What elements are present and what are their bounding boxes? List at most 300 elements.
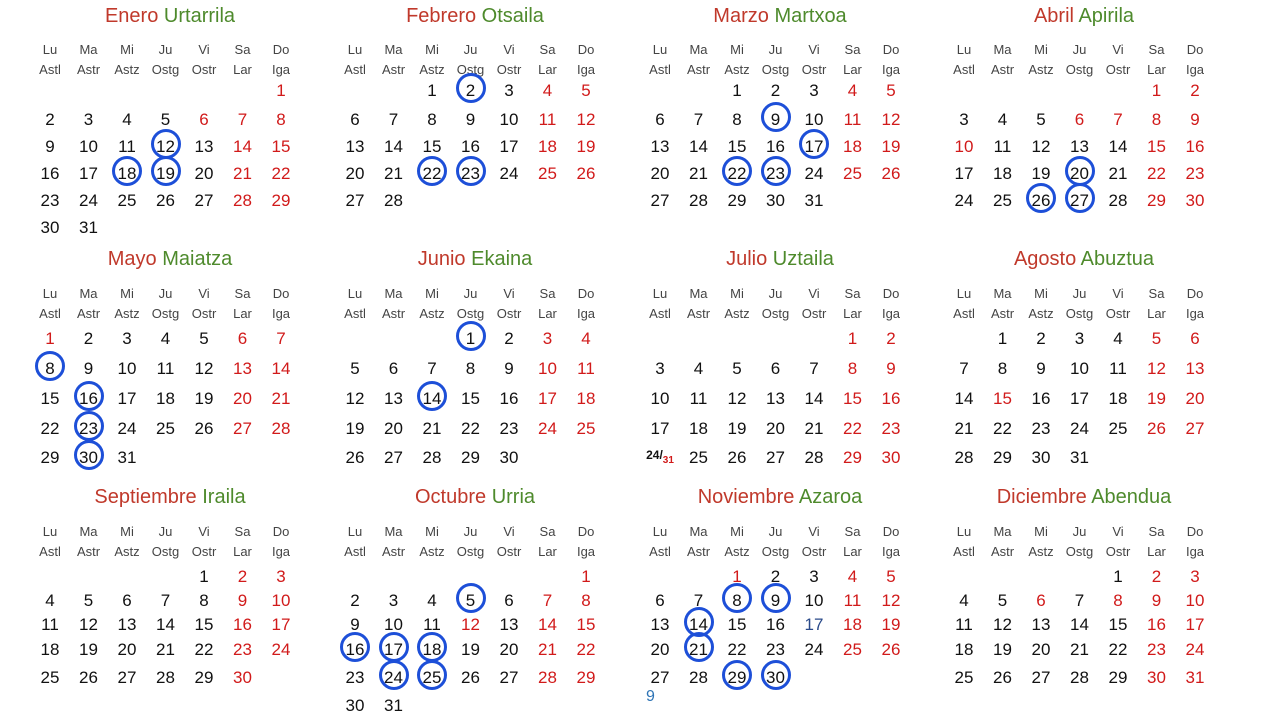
weekday-header: Astr [381, 62, 406, 77]
day-cell: 16 [1185, 137, 1205, 156]
day-cell: 13 [650, 137, 670, 156]
weekday-header: Vi [1112, 42, 1124, 57]
month-name-basque: Azaroa [798, 486, 863, 508]
day-cell: 20 [766, 419, 785, 438]
weekday-header: Do [272, 524, 290, 539]
day-cell: 17 [79, 164, 98, 183]
day-cell: 16 [40, 164, 60, 183]
day-cell: 17 [1185, 615, 1205, 634]
weekday-header: Ma [384, 286, 403, 301]
day-cell: 27 [650, 191, 670, 210]
weekday-header: Astr [686, 306, 711, 321]
day-cell: 18 [1108, 389, 1128, 408]
day-cell: 19 [727, 419, 747, 438]
weekday-header: Lar [538, 544, 557, 559]
day-cell: 28 [954, 448, 974, 467]
day-cell: 28 [1070, 668, 1089, 687]
day-cell: 7 [388, 110, 399, 129]
month-name-spanish: Julio [726, 248, 768, 270]
day-cell: 11 [156, 359, 175, 378]
day-cell: 21 [156, 640, 175, 659]
weekday-header: Astr [76, 544, 101, 559]
weekday-header: Ostg [761, 62, 790, 77]
day-cell: 1 [997, 329, 1008, 348]
day-cell: 28 [233, 191, 252, 210]
day-cell: 4 [997, 110, 1008, 129]
day-cell: 1 [1113, 567, 1123, 586]
day-cell: 9 [761, 102, 791, 132]
day-cell: 10 [954, 137, 974, 156]
weekday-header: Lu [42, 286, 58, 301]
weekday-header: Iga [271, 62, 291, 77]
weekday-header: Ostg [1065, 544, 1094, 559]
weekday-header: Ostr [496, 62, 522, 77]
weekday-header: Do [272, 42, 290, 57]
weekday-header: Ostr [191, 62, 217, 77]
weekday-header: Mi [425, 286, 439, 301]
day-cell: 5 [581, 81, 591, 100]
weekday-header: Ju [463, 524, 478, 539]
day-cell: 14 [689, 137, 708, 156]
day-cell: 14 [538, 615, 557, 634]
day-cell: 14 [954, 389, 974, 408]
day-cell: 15 [271, 137, 291, 156]
day-cell: 20 [650, 164, 670, 183]
day-cell: 23 [40, 191, 60, 210]
weekday-header: Ju [158, 524, 173, 539]
day-cell: 12 [1147, 359, 1166, 378]
weekday-header: Iga [1185, 306, 1205, 321]
weekday-header: Lar [538, 306, 557, 321]
day-cell: 5 [997, 591, 1008, 610]
day-cell: 11 [118, 137, 136, 156]
day-cell: 9 [886, 359, 896, 378]
weekday-header: Ju [1072, 524, 1087, 539]
day-cell: 19 [194, 389, 214, 408]
day-cell: 17 [650, 419, 670, 438]
weekday-header: Mi [730, 42, 744, 57]
day-cell: 21 [684, 632, 714, 662]
day-cell: 25 [417, 660, 447, 690]
day-cell: 15 [1147, 137, 1166, 156]
day-cell: 4 [160, 329, 171, 348]
day-cell: 24 [271, 640, 291, 659]
day-cell: 29 [993, 448, 1012, 467]
day-cell: 10 [271, 591, 291, 610]
day-cell: 26 [156, 191, 175, 210]
day-cell: 20 [499, 640, 519, 659]
weekday-header: Do [882, 42, 900, 57]
day-cell: 2 [770, 567, 781, 586]
day-cell: 9 [1036, 359, 1046, 378]
day-cell: 30 [761, 660, 791, 690]
day-cell: 10 [117, 359, 137, 378]
day-cell: 6 [655, 591, 665, 610]
weekday-header: Iga [1185, 62, 1205, 77]
page-number: 9 [646, 688, 655, 705]
day-cell: 11 [955, 615, 973, 634]
day-cell: 12 [576, 110, 596, 129]
day-cell: 1 [45, 329, 55, 348]
day-cell: 23 [345, 668, 365, 687]
day-cell: 5 [886, 567, 896, 586]
day-cell: 6 [1036, 591, 1046, 610]
day-cell: 30 [345, 696, 365, 715]
weekday-header: Ma [993, 524, 1012, 539]
day-cell: 3 [276, 567, 286, 586]
month-name-spanish: Septiembre [94, 486, 197, 508]
day-cell: 9 [83, 359, 94, 378]
day-cell: 13 [1185, 359, 1205, 378]
day-cell: 12 [881, 110, 901, 129]
weekday-header: Ma [689, 524, 708, 539]
weekday-header: Astz [419, 306, 445, 321]
day-cell: 10 [499, 110, 519, 129]
weekday-header: Mi [1034, 286, 1048, 301]
day-cell: 13 [233, 359, 252, 378]
day-cell: 19 [881, 137, 901, 156]
day-cell: 22 [461, 419, 480, 438]
day-cell: 18 [156, 389, 175, 408]
day-cell: 14 [156, 615, 175, 634]
weekday-header: Ma [993, 286, 1012, 301]
weekday-header: Sa [539, 286, 556, 301]
weekday-header: Astz [1028, 544, 1054, 559]
day-cell: 14 [1070, 615, 1089, 634]
weekday-header: Iga [576, 544, 596, 559]
day-cell: 6 [1190, 329, 1200, 348]
day-cell: 4 [1113, 329, 1123, 348]
day-cell: 12 [1031, 137, 1051, 156]
month-title [325, 486, 625, 509]
weekday-header: Lar [1147, 306, 1166, 321]
month-name-spanish: Agosto [1013, 248, 1077, 270]
weekday-header: Sa [234, 42, 251, 57]
day-cell: 19 [345, 419, 365, 438]
day-cell: 12 [194, 359, 214, 378]
day-cell: 15 [727, 137, 747, 156]
weekday-header: Vi [503, 524, 515, 539]
weekday-header: Ostg [456, 62, 485, 77]
day-cell: 1 [456, 321, 486, 351]
day-cell: 23 [456, 156, 486, 186]
day-cell: 3 [809, 81, 819, 100]
weekday-header: Astz [724, 62, 750, 77]
month-title [20, 5, 320, 28]
day-cell: 27 [1185, 419, 1205, 438]
weekday-header: Ostr [496, 306, 522, 321]
day-cell: 5 [160, 110, 171, 129]
day-cell: 27 [233, 419, 252, 438]
day-cell: 25 [117, 191, 137, 210]
day-cell: 21 [233, 164, 252, 183]
day-cell: 11 [993, 137, 1012, 156]
weekday-header: Ostr [801, 306, 827, 321]
day-cell: 3 [1190, 567, 1200, 586]
day-cell: 25 [843, 640, 862, 659]
weekday-header: Ju [1072, 286, 1087, 301]
weekday-header: Ostg [456, 544, 485, 559]
day-cell: 28 [1108, 191, 1128, 210]
day-cell: 27 [345, 191, 365, 210]
day-cell: 27 [117, 668, 137, 687]
weekday-header: Astl [344, 62, 366, 77]
day-cell: 15 [576, 615, 596, 634]
day-cell: 24 [117, 419, 137, 438]
day-cell: 12 [79, 615, 98, 634]
day-cell: 17 [499, 137, 519, 156]
day-cell: 14 [417, 381, 447, 411]
day-cell: 9 [237, 591, 248, 610]
weekday-header: Mi [120, 286, 134, 301]
weekday-header: Do [577, 42, 595, 57]
day-cell: 8 [1113, 591, 1123, 610]
weekday-header: Astz [724, 544, 750, 559]
weekday-header: Ma [993, 42, 1012, 57]
month-name-spanish: Febrero [406, 5, 477, 27]
day-cell: 1 [581, 567, 591, 586]
day-cell: 17 [1070, 389, 1089, 408]
day-cell: 16 [461, 137, 480, 156]
weekday-header: Mi [120, 42, 134, 57]
day-cell: 16 [1147, 615, 1166, 634]
day-cell: 15 [461, 389, 480, 408]
day-cell: 5 [886, 81, 896, 100]
day-cell: 21 [384, 164, 403, 183]
day-cell: 21 [804, 419, 824, 438]
weekday-header: Astl [649, 544, 671, 559]
day-cell: 18 [843, 615, 862, 634]
weekday-header: Mi [120, 524, 134, 539]
weekday-header: Astz [114, 306, 140, 321]
day-cell: 8 [847, 359, 858, 378]
day-cell: 14 [684, 607, 714, 637]
day-cell: 5 [350, 359, 360, 378]
day-cell: 3 [388, 591, 399, 610]
day-cell: 17 [799, 129, 829, 159]
day-cell: 7 [1074, 591, 1085, 610]
day-cell: 25 [40, 668, 60, 687]
day-cell: 4 [581, 329, 591, 348]
weekday-header: Astr [686, 544, 711, 559]
day-cell: 30 [1031, 448, 1051, 467]
day-cell: 30 [766, 191, 785, 210]
weekday-header: Astl [953, 62, 975, 77]
day-cell: 3 [655, 359, 665, 378]
weekday-header: Astl [39, 62, 61, 77]
day-cell: 18 [112, 156, 142, 186]
day-cell: 28 [271, 419, 291, 438]
day-cell: 21 [271, 389, 291, 408]
day-cell: 16 [766, 137, 785, 156]
weekday-header: Astr [76, 62, 101, 77]
month-name-spanish: Diciembre [996, 486, 1087, 508]
day-cell: 2 [45, 110, 55, 129]
weekday-header: Sa [844, 286, 861, 301]
weekday-header: Vi [808, 286, 820, 301]
day-cell: 8 [581, 591, 591, 610]
weekday-header: Lar [233, 306, 252, 321]
weekday-header: Astl [953, 306, 975, 321]
day-cell: 22 [576, 640, 596, 659]
day-cell: 16 [766, 615, 785, 634]
weekday-header: Astl [344, 306, 366, 321]
weekday-header: Ju [158, 42, 173, 57]
weekday-header: Lar [538, 62, 557, 77]
weekday-header: Lu [347, 42, 363, 57]
day-cell: 24 [499, 164, 519, 183]
day-cell: 12 [461, 615, 480, 634]
day-cell: 13 [117, 615, 137, 634]
day-cell: 25 [993, 191, 1012, 210]
weekday-header: Do [1186, 524, 1204, 539]
day-cell: 11 [843, 110, 862, 129]
day-cell: 7 [959, 359, 969, 378]
day-cell: 15 [1108, 615, 1128, 634]
day-cell: 29 [722, 660, 752, 690]
day-cell: 26 [881, 164, 901, 183]
day-cell: 7 [542, 591, 553, 610]
day-cell: 13 [1031, 615, 1051, 634]
weekday-header: Vi [1112, 524, 1124, 539]
weekday-header: Ma [79, 286, 98, 301]
month-name-basque: Abuztua [1080, 248, 1155, 270]
day-cell: 27 [766, 448, 785, 467]
day-cell: 20 [1065, 156, 1095, 186]
day-cell: 19 [993, 640, 1012, 659]
weekday-header: Astr [990, 306, 1015, 321]
day-cell: 7 [237, 110, 248, 129]
day-cell: 10 [538, 359, 557, 378]
day-cell: 7 [276, 329, 286, 348]
month-name-basque: Maiatza [162, 248, 233, 270]
month-title [934, 486, 1234, 509]
day-cell: 8 [427, 110, 437, 129]
day-cell: 31 [1070, 448, 1089, 467]
day-cell: 12 [727, 389, 747, 408]
weekday-header: Sa [1148, 42, 1165, 57]
weekday-header: Mi [1034, 42, 1048, 57]
day-cell: 27 [194, 191, 214, 210]
day-cell: 9 [504, 359, 514, 378]
weekday-header: Ostg [1065, 306, 1094, 321]
day-cell: 15 [40, 389, 60, 408]
day-cell: 27 [1031, 668, 1051, 687]
weekday-header: Sa [234, 286, 251, 301]
weekday-header: Iga [881, 62, 901, 77]
day-cell: 5 [83, 591, 94, 610]
day-cell: 3 [122, 329, 132, 348]
day-cell: 5 [456, 583, 486, 613]
day-cell: 1 [1151, 81, 1162, 100]
weekday-header: Vi [808, 524, 820, 539]
day-cell: 22 [993, 419, 1012, 438]
day-cell: 4 [427, 591, 437, 610]
day-cell: 6 [655, 110, 665, 129]
day-cell: 10 [1185, 591, 1205, 610]
month-name-basque: Urtarrila [163, 5, 236, 27]
day-cell: 30 [881, 448, 901, 467]
month-name-basque: Abendua [1091, 486, 1172, 508]
day-cell: 23 [881, 419, 901, 438]
day-cell: 6 [350, 110, 360, 129]
day-cell: 20 [233, 389, 252, 408]
day-cell: 28 [689, 191, 708, 210]
weekday-header: Vi [198, 286, 210, 301]
day-cell: 11 [538, 110, 557, 129]
weekday-header: Astl [649, 62, 671, 77]
month-name-spanish: Marzo [713, 5, 769, 27]
day-cell: 16 [499, 389, 519, 408]
day-cell: 5 [1036, 110, 1046, 129]
day-cell: 23 [74, 411, 104, 441]
weekday-header: Astr [76, 306, 101, 321]
day-cell: 18 [689, 419, 708, 438]
day-cell: 13 [650, 615, 670, 634]
weekday-header: Ostg [761, 544, 790, 559]
day-cell: 4 [847, 567, 858, 586]
day-cell: 28 [689, 668, 708, 687]
day-cell: 2 [83, 329, 94, 348]
weekday-header: Vi [198, 524, 210, 539]
day-cell: 18 [538, 137, 557, 156]
day-cell: 2 [1151, 567, 1162, 586]
weekday-header: Vi [198, 42, 210, 57]
weekday-header: Lar [843, 306, 862, 321]
day-cell: 25 [1108, 419, 1128, 438]
month-name-basque: Uztaila [772, 248, 834, 270]
day-cell: 17 [954, 164, 974, 183]
weekday-header: Ju [463, 42, 478, 57]
day-cell: 21 [1108, 164, 1128, 183]
weekday-header: Astr [990, 62, 1015, 77]
day-cell: 6 [237, 329, 248, 348]
weekday-header: Do [272, 286, 290, 301]
month-name-basque: Urria [491, 486, 536, 508]
day-cell: 26 [345, 448, 365, 467]
day-cell: 6 [199, 110, 209, 129]
day-cell: 10 [804, 110, 824, 129]
weekday-header: Astl [39, 306, 61, 321]
day-cell: 4 [693, 359, 704, 378]
weekday-header: Lar [233, 544, 252, 559]
day-cell: 11 [577, 359, 595, 378]
day-cell: 11 [843, 591, 862, 610]
day-cell: 6 [388, 359, 399, 378]
day-cell: 28 [538, 668, 557, 687]
weekday-header: Astz [1028, 306, 1054, 321]
day-cell: 24 [1070, 419, 1089, 438]
day-cell: 23 [761, 156, 791, 186]
day-cell: 13 [499, 615, 519, 634]
day-cell: 2 [1036, 329, 1046, 348]
day-cell: 2 [237, 567, 248, 586]
day-cell: 26 [1147, 419, 1166, 438]
weekday-header: Astr [990, 544, 1015, 559]
weekday-header: Ju [768, 286, 783, 301]
day-cell: 29 [40, 448, 60, 467]
weekday-header: Lu [347, 524, 363, 539]
day-cell: 13 [1070, 137, 1089, 156]
day-cell: 21 [422, 419, 442, 438]
weekday-header: Ma [79, 42, 98, 57]
weekday-header: Lu [956, 42, 972, 57]
weekday-header: Iga [271, 306, 291, 321]
day-cell: 19 [79, 640, 98, 659]
day-cell: 14 [233, 137, 252, 156]
weekday-header: Sa [539, 524, 556, 539]
day-cell: 19 [151, 156, 181, 186]
